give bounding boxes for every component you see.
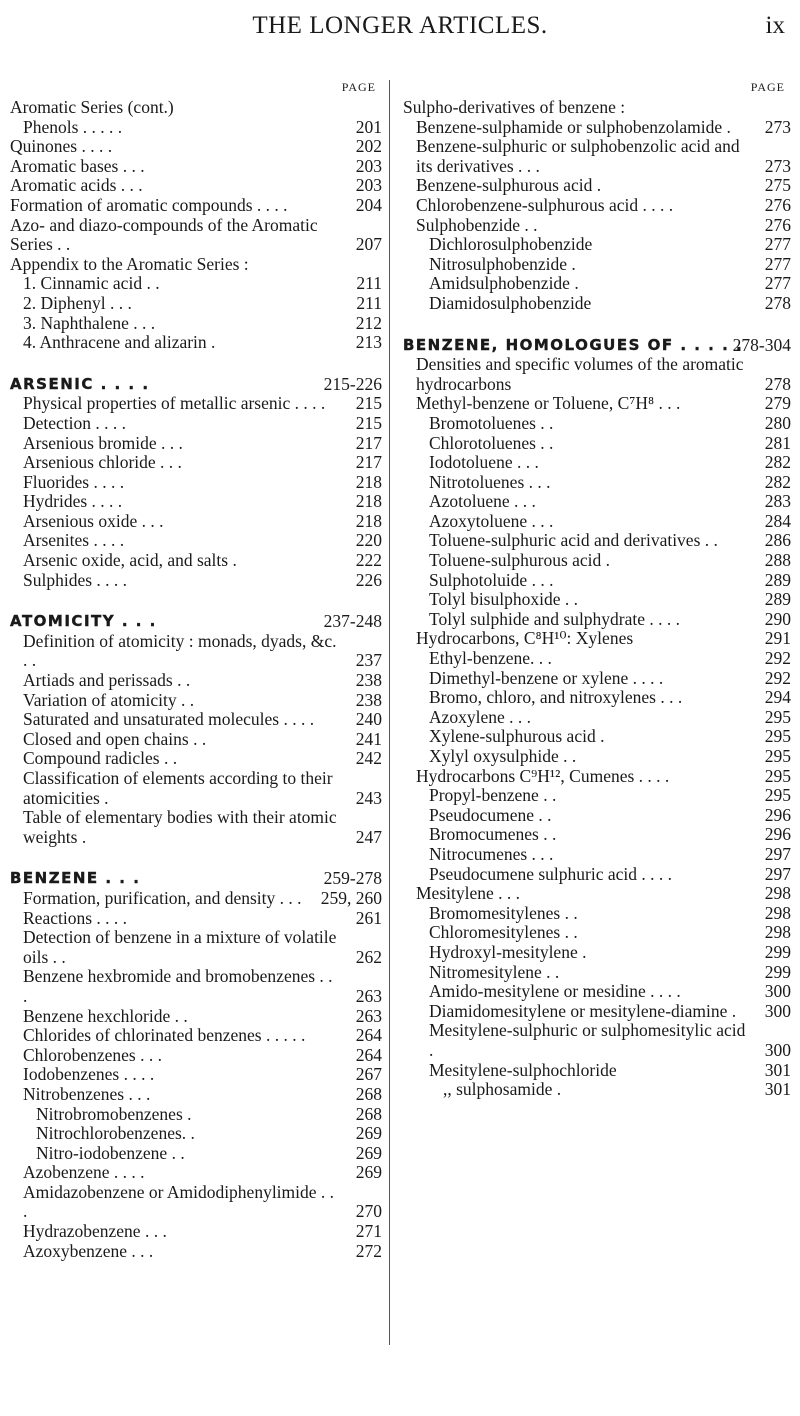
entry-text: Bromocumenes . . bbox=[429, 824, 557, 845]
index-entry bbox=[403, 825, 791, 845]
index-entry bbox=[403, 453, 791, 473]
entry-text: Tolyl sulphide and sulphydrate . . . . bbox=[429, 608, 681, 629]
entry-page-number: 296 bbox=[762, 825, 791, 845]
entry-page-number: 207 bbox=[353, 235, 382, 255]
entry-text: Mesitylene-sulphuric or sulphomesitylic acid . bbox=[429, 1020, 746, 1060]
entry-text: Aromatic acids . . . bbox=[10, 175, 143, 196]
entry-page-number: 247 bbox=[353, 828, 382, 848]
index-entry bbox=[403, 1002, 791, 1022]
entry-page-number: 278 bbox=[762, 375, 791, 395]
entry-text: Appendix to the Aromatic Series : bbox=[10, 253, 249, 274]
entry-text: Mesitylene . . . bbox=[416, 883, 521, 904]
index-entry bbox=[10, 551, 382, 571]
entry-page-number: 295 bbox=[762, 767, 791, 787]
entry-text: Benzene hexchloride . . bbox=[23, 1005, 188, 1026]
entry-page-number: 301 bbox=[762, 1080, 791, 1100]
entry-page-number: 278 bbox=[762, 294, 791, 314]
index-entry bbox=[10, 314, 382, 334]
entry-text: 1. Cinnamic acid . . bbox=[23, 273, 160, 294]
entry-text: Pseudocumene . . bbox=[429, 804, 552, 825]
entry-text: Nitrochlorobenzenes. . bbox=[36, 1123, 195, 1144]
entry-page-number: 292 bbox=[762, 669, 791, 689]
entry-text: Detection . . . . bbox=[23, 412, 127, 433]
entry-text: Nitrocumenes . . . bbox=[429, 843, 554, 864]
index-entry bbox=[403, 1021, 791, 1060]
entry-text: Iodobenzenes . . . . bbox=[23, 1064, 155, 1085]
entry-text: Toluene-sulphuric acid and derivatives . . bbox=[429, 530, 718, 551]
entry-text: Hydrocarbons, C⁸H¹⁰: Xylenes bbox=[416, 628, 634, 649]
index-entry bbox=[403, 196, 791, 216]
entry-page-number: 226 bbox=[353, 571, 382, 591]
running-title: THE LONGER ARTICLES. bbox=[252, 12, 548, 39]
entry-page-number: 238 bbox=[353, 671, 382, 691]
entry-text: Hydroxyl-mesitylene . bbox=[429, 941, 587, 962]
entry-page-number: 240 bbox=[353, 710, 382, 730]
entry-page-number: 268 bbox=[353, 1085, 382, 1105]
entry-text: Azoxybenzene . . . bbox=[23, 1240, 154, 1261]
entry-text: Toluene-sulphurous acid . bbox=[429, 550, 611, 571]
index-entry bbox=[403, 571, 791, 591]
index-entry bbox=[403, 531, 791, 551]
entry-page-number: 296 bbox=[762, 806, 791, 826]
entry-text: Hydrocarbons C⁹H¹², Cumenes . . . . bbox=[416, 765, 670, 786]
index-entry bbox=[403, 274, 791, 294]
entry-text: ,, sulphosamide . bbox=[443, 1079, 562, 1100]
entry-page-number: 211 bbox=[353, 274, 382, 294]
index-entry bbox=[10, 632, 382, 671]
entry-text: Table of elementary bodies with their atomic weights . bbox=[23, 807, 337, 847]
entry-text: Sulphotoluide . . . bbox=[429, 569, 554, 590]
index-entry bbox=[403, 434, 791, 454]
entry-page-number: 277 bbox=[762, 255, 791, 275]
entry-page-number: 272 bbox=[353, 1242, 382, 1262]
entry-text: Sulpho-derivatives of benzene : bbox=[403, 97, 626, 117]
section-heading bbox=[10, 868, 382, 889]
entry-text: Closed and open chains . . bbox=[23, 728, 207, 749]
section-heading bbox=[10, 374, 382, 395]
entry-text: Chloromesitylenes . . bbox=[429, 922, 578, 943]
index-entry bbox=[10, 889, 382, 909]
entry-page-number: 270 bbox=[353, 1202, 382, 1222]
entry-page-number: 276 bbox=[762, 216, 791, 236]
index-entry bbox=[403, 767, 791, 787]
index-entry bbox=[403, 590, 791, 610]
entry-text: Hydrazobenzene . . . bbox=[23, 1221, 167, 1242]
index-entry bbox=[403, 629, 791, 649]
index-entry bbox=[10, 1124, 382, 1144]
entry-page-number: 283 bbox=[762, 492, 791, 512]
entry-page-number: 277 bbox=[762, 235, 791, 255]
entry-page-number: 201 bbox=[353, 118, 382, 138]
entry-page-number: 263 bbox=[353, 1007, 382, 1027]
entry-page-number: 215 bbox=[353, 414, 382, 434]
entry-text: Benzene hexbromide and bromobenzenes . . . bbox=[23, 966, 333, 1006]
entry-text: Amido-mesitylene or mesidine . . . . bbox=[429, 981, 681, 1002]
entry-page-number: 300 bbox=[762, 1002, 791, 1022]
index-entry bbox=[10, 671, 382, 691]
entry-page-number: 299 bbox=[762, 943, 791, 963]
index-entry bbox=[10, 909, 382, 929]
entry-page-number: 262 bbox=[353, 948, 382, 968]
page-column-label: PAGE bbox=[750, 80, 785, 94]
index-entry bbox=[403, 669, 791, 689]
index-entry bbox=[10, 492, 382, 512]
entry-page-number: 215 bbox=[353, 394, 382, 414]
entry-text: Sulphides . . . . bbox=[23, 569, 128, 590]
entry-text: Fluorides . . . . bbox=[23, 471, 125, 492]
entry-page-number: 220 bbox=[353, 531, 382, 551]
entry-page-number: 238 bbox=[353, 691, 382, 711]
entry-page-number: 298 bbox=[762, 923, 791, 943]
index-entry bbox=[403, 865, 791, 885]
index-entry bbox=[10, 414, 382, 434]
entry-text: Artiads and perissads . . bbox=[23, 670, 191, 691]
index-entry bbox=[403, 943, 791, 963]
entry-page-number: 215-226 bbox=[323, 373, 382, 394]
entry-text: Azo- and diazo-compounds of the Aromatic Series . . bbox=[10, 214, 318, 255]
index-entry bbox=[403, 923, 791, 943]
index-entry bbox=[403, 512, 791, 532]
entry-page-number: 267 bbox=[353, 1065, 382, 1085]
entry-text: Saturated and unsaturated molecules . . . . bbox=[23, 709, 315, 730]
entry-page-number: 300 bbox=[762, 1041, 791, 1061]
entry-text: Iodotoluene . . . bbox=[429, 452, 539, 473]
index-entry bbox=[403, 414, 791, 434]
index-entry bbox=[10, 691, 382, 711]
section-title: ATOMICITY . . . bbox=[10, 612, 157, 631]
entry-page-number: 241 bbox=[353, 730, 382, 750]
entry-text: Propyl-benzene . . bbox=[429, 785, 557, 806]
entry-page-number: 259, 260 bbox=[318, 889, 382, 909]
index-entry bbox=[10, 333, 382, 353]
index-entry bbox=[10, 512, 382, 532]
index-entry bbox=[403, 806, 791, 826]
section-title: BENZENE, HOMOLOGUES OF . . . . . bbox=[403, 335, 744, 354]
entry-text: Compound radicles . . bbox=[23, 748, 178, 769]
index-entry bbox=[10, 531, 382, 551]
entry-page-number: 242 bbox=[353, 749, 382, 769]
index-entry bbox=[10, 1007, 382, 1027]
entry-text: Tolyl bisulphoxide . . bbox=[429, 589, 578, 610]
entry-page-number: 295 bbox=[762, 727, 791, 747]
entry-page-number: 282 bbox=[762, 473, 791, 493]
entry-page-number: 217 bbox=[353, 434, 382, 454]
entry-page-number: 298 bbox=[762, 904, 791, 924]
index-entry bbox=[403, 904, 791, 924]
index-entry bbox=[403, 963, 791, 983]
entry-text: Ethyl-benzene. . . bbox=[429, 648, 552, 669]
index-entry bbox=[403, 747, 791, 767]
entry-page-number: 263 bbox=[353, 987, 382, 1007]
entry-text: Azoxytoluene . . . bbox=[429, 510, 554, 531]
index-entry bbox=[403, 727, 791, 747]
entry-text: Benzene-sulphamide or sulphobenzolamide . bbox=[416, 116, 731, 137]
index-entry bbox=[10, 255, 382, 275]
entry-text: Classification of elements according to their atomicities . bbox=[23, 768, 333, 808]
entry-text: Sulphobenzide . . bbox=[416, 214, 538, 235]
entry-text: Formation of aromatic compounds . . . . bbox=[10, 194, 288, 215]
entry-text: Arsenious chloride . . . bbox=[23, 452, 182, 473]
entry-page-number: 271 bbox=[353, 1222, 382, 1242]
index-entry bbox=[403, 1080, 791, 1100]
entry-page-number: 269 bbox=[353, 1163, 382, 1183]
index-entry bbox=[10, 294, 382, 314]
entry-text: Bromo, chloro, and nitroxylenes . . . bbox=[429, 687, 683, 708]
section-title: BENZENE . . . bbox=[10, 869, 141, 888]
entry-page-number: 279 bbox=[762, 394, 791, 414]
index-entry bbox=[10, 1065, 382, 1085]
entry-page-number: 297 bbox=[762, 865, 791, 885]
index-entry bbox=[403, 98, 791, 118]
index-entry bbox=[10, 1026, 382, 1046]
entry-page-number: 297 bbox=[762, 845, 791, 865]
entry-page-number: 261 bbox=[353, 909, 382, 929]
entry-page-number: 222 bbox=[353, 551, 382, 571]
index-entry bbox=[403, 473, 791, 493]
index-entry bbox=[403, 884, 791, 904]
entry-text: Arsenious bromide . . . bbox=[23, 432, 183, 453]
entry-page-number: 286 bbox=[762, 531, 791, 551]
entry-page-number: 291 bbox=[762, 629, 791, 649]
index-entry bbox=[10, 196, 382, 216]
index-entry bbox=[10, 1144, 382, 1164]
section-heading bbox=[403, 335, 791, 356]
entry-text: Hydrides . . . . bbox=[23, 491, 123, 512]
left-column bbox=[10, 80, 382, 1261]
entry-text: Methyl-benzene or Toluene, C⁷H⁸ . . . bbox=[416, 393, 681, 414]
index-entry bbox=[403, 688, 791, 708]
entry-page-number: 295 bbox=[762, 708, 791, 728]
entry-text: Aromatic bases . . . bbox=[10, 155, 145, 176]
entry-text: Diamidomesitylene or mesitylene-diamine . bbox=[429, 1000, 737, 1021]
entry-text: Phenols . . . . . bbox=[23, 116, 123, 137]
entry-text: Bromomesitylenes . . bbox=[429, 902, 578, 923]
index-entry bbox=[10, 1046, 382, 1066]
index-entry bbox=[10, 928, 382, 967]
entry-page-number: 213 bbox=[353, 333, 382, 353]
entry-text: Nitromesitylene . . bbox=[429, 961, 560, 982]
right-column-entries bbox=[403, 98, 791, 1100]
index-entry bbox=[10, 967, 382, 1006]
section-heading bbox=[10, 611, 382, 632]
index-entry bbox=[10, 137, 382, 157]
entry-text: 3. Naphthalene . . . bbox=[23, 312, 156, 333]
entry-page-number: 294 bbox=[762, 688, 791, 708]
entry-text: Dichlorosulphobenzide bbox=[429, 234, 593, 255]
index-entry bbox=[10, 157, 382, 177]
entry-page-number: 289 bbox=[762, 571, 791, 591]
entry-text: Dimethyl-benzene or xylene . . . . bbox=[429, 667, 664, 688]
entry-text: 4. Anthracene and alizarin . bbox=[23, 332, 216, 353]
index-entry bbox=[403, 610, 791, 630]
index-entry bbox=[10, 1105, 382, 1125]
entry-text: 2. Diphenyl . . . bbox=[23, 292, 132, 313]
index-entry bbox=[10, 1085, 382, 1105]
entry-page-number: 277 bbox=[762, 274, 791, 294]
entry-text: Formation, purification, and density . . . bbox=[23, 887, 302, 908]
entry-page-number: 203 bbox=[353, 176, 382, 196]
entry-text: Definition of atomicity : monads, dyads, &c. . . bbox=[23, 630, 337, 671]
index-entry bbox=[403, 845, 791, 865]
index-entry bbox=[403, 708, 791, 728]
index-entry bbox=[10, 1222, 382, 1242]
index-entry bbox=[403, 355, 791, 394]
index-entry bbox=[403, 982, 791, 1002]
index-entry bbox=[10, 118, 382, 138]
entry-page-number: 288 bbox=[762, 551, 791, 571]
entry-page-number: 264 bbox=[353, 1046, 382, 1066]
entry-page-number: 282 bbox=[762, 453, 791, 473]
index-entry bbox=[403, 294, 791, 314]
entry-page-number: 269 bbox=[353, 1124, 382, 1144]
page-header bbox=[10, 10, 790, 40]
entry-page-number: 269 bbox=[353, 1144, 382, 1164]
entry-page-number: 202 bbox=[353, 137, 382, 157]
entry-text: Nitrobenzenes . . . bbox=[23, 1083, 151, 1104]
index-entry bbox=[10, 394, 382, 414]
entry-text: Reactions . . . . bbox=[23, 907, 128, 928]
entry-text: Physical properties of metallic arsenic . . . . bbox=[23, 393, 326, 414]
entry-page-number: 275 bbox=[762, 176, 791, 196]
entry-text: Bromotoluenes . . bbox=[429, 412, 554, 433]
entry-text: Quinones . . . . bbox=[10, 136, 113, 157]
entry-text: Arsenious oxide . . . bbox=[23, 510, 164, 531]
entry-page-number: 218 bbox=[353, 512, 382, 532]
entry-text: Nitrosulphobenzide . bbox=[429, 253, 576, 274]
entry-page-number: 273 bbox=[762, 118, 791, 138]
index-entry bbox=[403, 255, 791, 275]
index-entry bbox=[10, 749, 382, 769]
index-entry bbox=[10, 453, 382, 473]
entry-page-number: 281 bbox=[762, 434, 791, 454]
index-entry bbox=[10, 571, 382, 591]
index-entry bbox=[403, 1061, 791, 1081]
entry-page-number: 301 bbox=[762, 1061, 791, 1081]
entry-text: Mesitylene-sulphochloride bbox=[429, 1059, 617, 1080]
index-entry bbox=[10, 710, 382, 730]
index-entry bbox=[10, 1163, 382, 1183]
entry-page-number: 259-278 bbox=[323, 868, 382, 889]
index-entry bbox=[10, 1183, 382, 1222]
entry-text: Chlorobenzenes . . . bbox=[23, 1044, 162, 1065]
index-entry bbox=[10, 473, 382, 493]
index-entry bbox=[403, 492, 791, 512]
index-entry bbox=[403, 786, 791, 806]
index-entry bbox=[10, 1242, 382, 1262]
entry-text: Chlorotoluenes . . bbox=[429, 432, 554, 453]
entry-page-number: 218 bbox=[353, 492, 382, 512]
index-entry bbox=[10, 176, 382, 196]
entry-page-number: 211 bbox=[353, 294, 382, 314]
index-entry bbox=[403, 176, 791, 196]
entry-page-number: 237 bbox=[353, 651, 382, 671]
right-column bbox=[403, 80, 791, 1100]
index-entry bbox=[10, 98, 382, 118]
entry-page-number: 268 bbox=[353, 1105, 382, 1125]
entry-text: Azoxylene . . . bbox=[429, 706, 532, 727]
index-entry bbox=[403, 118, 791, 138]
entry-text: Chlorobenzene-sulphurous acid . . . . bbox=[416, 194, 674, 215]
index-entry bbox=[10, 769, 382, 808]
page-column-label: PAGE bbox=[341, 80, 376, 94]
index-entry bbox=[403, 649, 791, 669]
entry-page-number: 295 bbox=[762, 747, 791, 767]
entry-text: Amidazobenzene or Amidodiphenylimide . . . bbox=[23, 1181, 335, 1222]
index-entry bbox=[403, 137, 791, 176]
index-entry bbox=[403, 235, 791, 255]
entry-text: Variation of atomicity . . bbox=[23, 689, 195, 710]
entry-text: Xylene-sulphurous acid . bbox=[429, 726, 605, 747]
entry-page-number: 292 bbox=[762, 649, 791, 669]
index-entry bbox=[10, 730, 382, 750]
entry-page-number: 237-248 bbox=[323, 611, 382, 632]
entry-page-number: 298 bbox=[762, 884, 791, 904]
entry-text: Xylyl oxysulphide . . bbox=[429, 746, 577, 766]
entry-page-number: 217 bbox=[353, 453, 382, 473]
index-entry bbox=[403, 551, 791, 571]
entry-page-number: 290 bbox=[762, 610, 791, 630]
entry-text: Nitrobromobenzenes . bbox=[36, 1103, 192, 1124]
entry-page-number: 299 bbox=[762, 963, 791, 983]
entry-text: Arsenic oxide, acid, and salts . bbox=[23, 550, 237, 571]
entry-text: Amidsulphobenzide . bbox=[429, 273, 579, 294]
entry-text: Benzene-sulphuric or sulphobenzolic acid and its derivatives . . . bbox=[416, 136, 740, 176]
index-entry bbox=[10, 274, 382, 294]
entry-page-number: 212 bbox=[353, 314, 382, 334]
entry-page-number: 295 bbox=[762, 786, 791, 806]
entry-text: Benzene-sulphurous acid . bbox=[416, 175, 602, 196]
entry-page-number: 218 bbox=[353, 473, 382, 493]
entry-text: Detection of benzene in a mixture of volatile oils . . bbox=[23, 927, 337, 967]
index-entry bbox=[403, 216, 791, 236]
entry-page-number: 280 bbox=[762, 414, 791, 434]
entry-page-number: 264 bbox=[353, 1026, 382, 1046]
entry-page-number: 276 bbox=[762, 196, 791, 216]
entry-page-number: 273 bbox=[762, 157, 791, 177]
entry-text: Pseudocumene sulphuric acid . . . . bbox=[429, 863, 673, 884]
entry-page-number: 204 bbox=[353, 196, 382, 216]
column-divider bbox=[389, 80, 390, 1345]
entry-text: Aromatic Series (cont.) bbox=[10, 97, 174, 117]
index-entry bbox=[10, 216, 382, 255]
entry-text: Densities and specific volumes of the aromatic hydrocarbons bbox=[416, 354, 744, 394]
entry-page-number: 278-304 bbox=[732, 334, 791, 355]
entry-page-number: 284 bbox=[762, 512, 791, 532]
left-column-entries bbox=[10, 98, 382, 1261]
entry-text: Nitrotoluenes . . . bbox=[429, 471, 551, 492]
entry-text: Chlorides of chlorinated benzenes . . . . . bbox=[23, 1025, 306, 1046]
index-entry bbox=[403, 394, 791, 414]
entry-text: Arsenites . . . . bbox=[23, 530, 125, 551]
entry-text: Azobenzene . . . . bbox=[23, 1162, 145, 1183]
entry-page-number: 289 bbox=[762, 590, 791, 610]
entry-text: Nitro-iodobenzene . . bbox=[36, 1142, 185, 1163]
entry-text: Diamidosulphobenzide bbox=[429, 292, 592, 313]
entry-page-number: 203 bbox=[353, 157, 382, 177]
page-number: ix bbox=[765, 12, 785, 39]
section-title: ARSENIC . . . . bbox=[10, 374, 150, 393]
entry-page-number: 300 bbox=[762, 982, 791, 1002]
index-entry bbox=[10, 808, 382, 847]
entry-page-number: 243 bbox=[353, 789, 382, 809]
index-entry bbox=[10, 434, 382, 454]
entry-text: Azotoluene . . . bbox=[429, 491, 536, 512]
